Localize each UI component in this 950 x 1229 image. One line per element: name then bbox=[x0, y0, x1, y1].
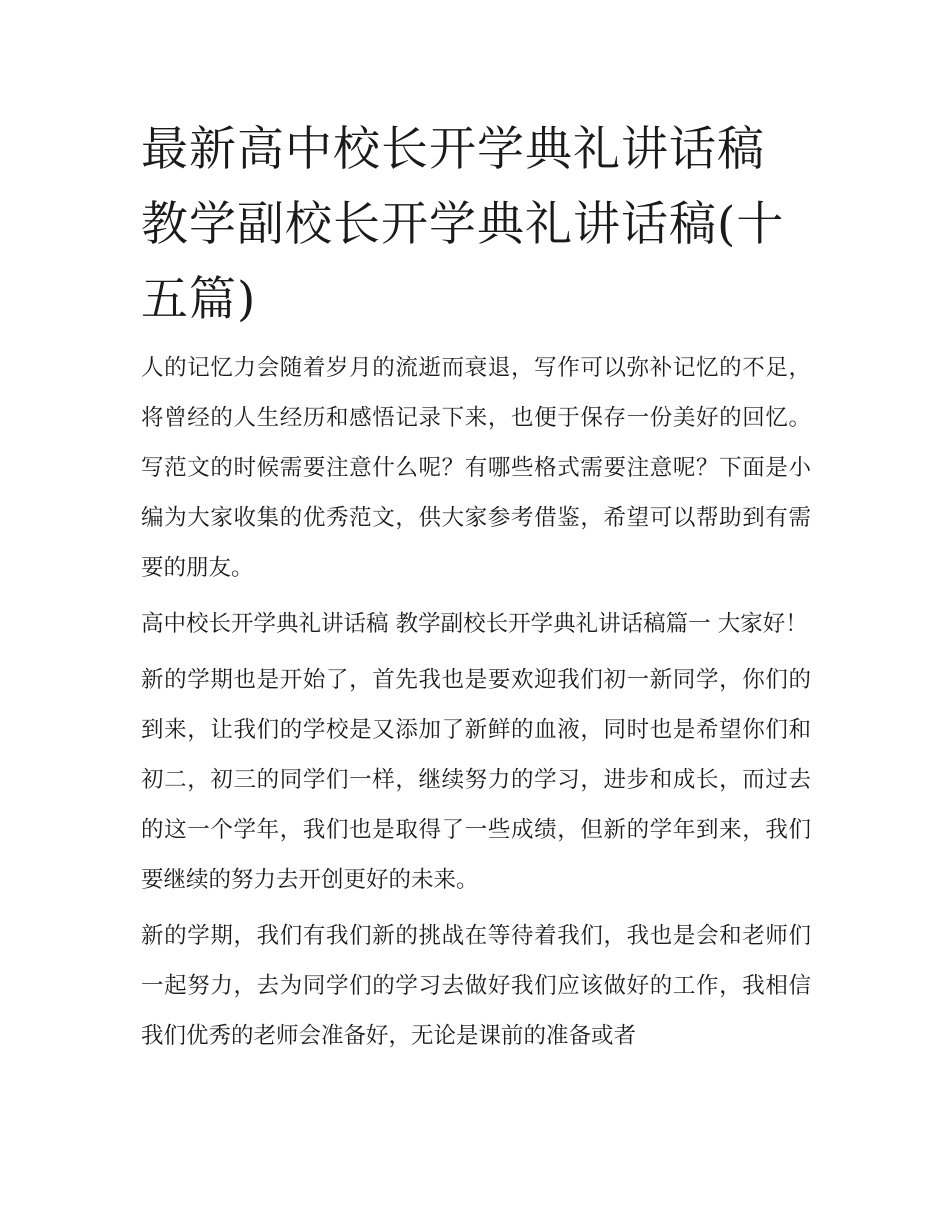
document-title: 最新高中校长开学典礼讲话稿 教学副校长开学典礼讲话稿(十五篇) bbox=[141, 122, 785, 327]
document-body bbox=[141, 112, 811, 1067]
body-paragraph: 新的学期也是开始了，首先我也是要欢迎我们初一新同学，你们的到来，让我们的学校是又添加了新鲜的血液，同时也是希望你们和初二，初三的同学们一样，继续努力的学习，进步和成长，而过去的这一个学年，我们也是取得了一些成绩，但新的学年到来，我们要继续的努力去开创更好的未来。 bbox=[141, 667, 811, 893]
body-paragraph: 新的学期，我们有我们新的挑战在等待着我们，我也是会和老师们一起努力，去为同学们的学习去做好我们应该做好的工作，我相信我们优秀的老师会准备好，无论是课前的准备或者 bbox=[141, 923, 811, 1049]
intro-paragraph: 人的记忆力会随着岁月的流逝而衰退，写作可以弥补记忆的不足，将曾经的人生经历和感悟记录下来，也便于保存一份美好的回忆。写范文的时候需要注意什么呢？有哪些格式需要注意呢？下面是小编为大家收集的优秀范文，供大家参考借鉴，希望可以帮助到有需要的朋友。 bbox=[141, 355, 811, 581]
section-heading-paragraph: 高中校长开学典礼讲话稿 教学副校长开学典礼讲话稿篇一 大家好！ bbox=[141, 611, 808, 637]
